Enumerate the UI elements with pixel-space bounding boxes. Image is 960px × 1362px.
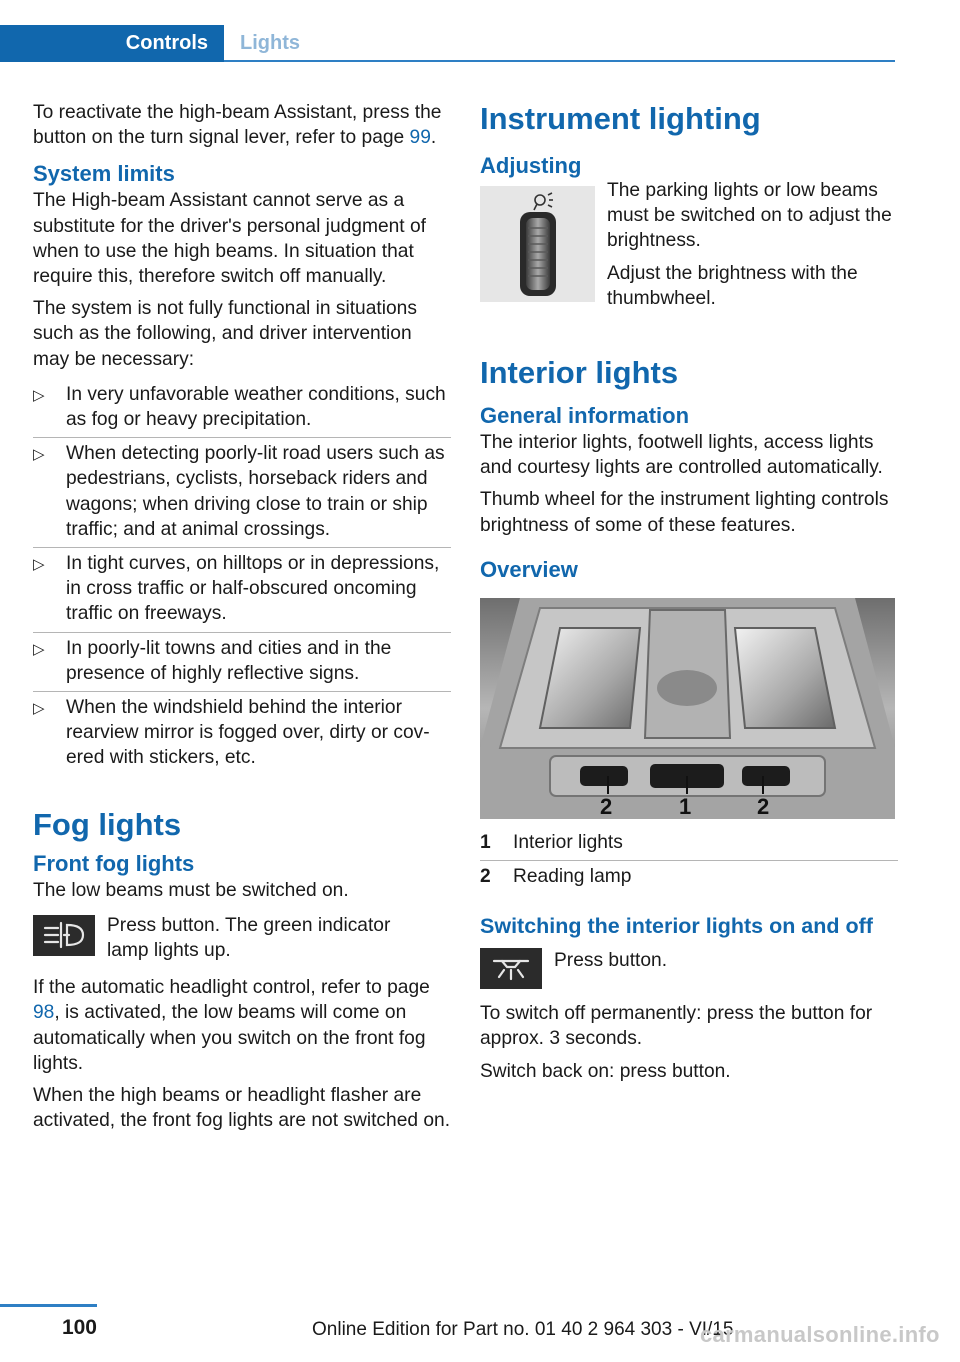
general-information-heading: General information — [480, 403, 690, 429]
fog-lights-p1: The low beams must be switched on. — [33, 879, 349, 901]
legend-number: 1 — [480, 831, 491, 853]
list-item — [33, 633, 451, 692]
header-tabbar — [0, 25, 895, 62]
image-label-2-right: 2 — [757, 793, 770, 819]
thumbwheel-image — [480, 186, 595, 302]
legend-label: Reading lamp — [513, 866, 632, 888]
instrument-p1: The parking lights or low beams must be switched on to adjust the brightness. — [607, 180, 892, 252]
overview-legend — [480, 827, 898, 894]
image-label-2-left: 2 — [600, 793, 613, 819]
list-item-text: When the windshield behind the interior rearview mirror is fogged over, dirty or covered with stickers, etc. — [66, 697, 430, 769]
fog-lights-p3: When the high beams or headlight flasher are activated, the front fog lights are not switched on. — [33, 1085, 451, 1132]
switching-icon-row — [480, 948, 898, 989]
intro-text-end: . — [430, 127, 437, 149]
fog-lights-p2 — [33, 975, 451, 1076]
list-item-text: When detecting poorly-lit road users such as pedestrians, cyclists, horseback riders and wagons; when driving close to train or ship traffic; and at animal crossings. — [66, 443, 445, 540]
triangle-bullet-icon: ▷ — [33, 700, 45, 718]
fog-icon-text: Press button. The green indicator lamp lights up. — [107, 914, 391, 962]
instrument-lighting-heading: Instrument lighting — [480, 101, 761, 136]
tab-controls[interactable]: Controls — [0, 25, 224, 62]
thumbwheel-text — [607, 178, 898, 318]
triangle-bullet-icon: ▷ — [33, 446, 45, 464]
fog-icon-row — [33, 913, 451, 963]
triangle-bullet-icon: ▷ — [33, 556, 45, 574]
page-number: 100 — [61, 1316, 97, 1339]
legend-number: 2 — [480, 866, 491, 888]
page-link-98[interactable]: 98 — [33, 1002, 55, 1024]
list-item — [33, 692, 451, 776]
intro-paragraph — [33, 100, 451, 150]
interior-p2: Thumb wheel for the instrument lighting controls brightness of some of these features. — [480, 489, 889, 536]
legend-label: Interior lights — [513, 831, 623, 853]
tab-lights[interactable]: Lights — [240, 32, 300, 54]
list-item — [33, 438, 451, 548]
legend-row — [480, 861, 898, 894]
triangle-bullet-icon: ▷ — [33, 640, 45, 658]
interior-light-icon — [480, 948, 542, 989]
switching-icon-text: Press button. — [554, 950, 668, 972]
interior-p3: To switch off permanently: press the button for approx. 3 seconds. — [480, 1003, 873, 1050]
thumbwheel-row — [480, 178, 898, 318]
instrument-p2: Adjust the brightness with the thumbwheel. — [607, 262, 858, 309]
list-item-text: In very unfavorable weather conditions, such as fog or heavy precipitation. — [66, 383, 446, 431]
list-item — [33, 379, 451, 438]
front-fog-lights-heading: Front fog lights — [33, 850, 195, 876]
interior-p1: The interior lights, footwell lights, access lights and courtesy lights are controlled automatically. — [480, 432, 883, 479]
watermark: carmanualsonline.info — [700, 1322, 940, 1347]
system-limits-p2: The system is not fully functional in situations such as the following, and driver intervention may be necessary: — [33, 298, 417, 370]
interior-lights-heading: Interior lights — [480, 355, 679, 391]
left-column — [33, 100, 451, 1141]
image-label-1: 1 — [679, 793, 692, 819]
switching-heading: Switching the interior lights on and off — [480, 914, 873, 939]
list-item-text: In tight curves, on hilltops or in depressions, in cross traffic or half-obscured oncoming traffic on freeways. — [66, 553, 440, 625]
overview-heading: Overview — [480, 556, 578, 582]
list-item — [33, 548, 451, 633]
overview-image — [480, 598, 895, 819]
fog-p2-text-end: , is activated, the low beams will come on automatically when you switch on the front fog lights. — [33, 1002, 426, 1074]
triangle-bullet-icon: ▷ — [33, 386, 45, 404]
fog-p2-text: If the automatic headlight control, refer to page — [33, 977, 430, 999]
legend-row — [480, 827, 898, 861]
edition-text: Online Edition for Part no. 01 40 2 964 303 - VI/15 — [312, 1319, 734, 1340]
system-limits-heading: System limits — [33, 161, 175, 187]
list-item-text: In poorly-lit towns and cities and in the presence of highly reflective signs. — [66, 637, 392, 684]
interior-p4: Switch back on: press button. — [480, 1060, 731, 1082]
fog-light-icon — [33, 915, 95, 956]
footer-rule — [0, 1304, 97, 1307]
system-limits-list — [33, 379, 451, 776]
fog-lights-heading: Fog lights — [33, 806, 182, 842]
intro-text: To reactivate the high-beam Assistant, press the button on the turn signal lever, refer to page — [33, 102, 442, 149]
system-limits-p1: The High-beam Assistant cannot serve as a substitute for the driver's personal judgment of when to use the high beams. In situation that require this, therefore switch off manually. — [33, 190, 426, 288]
page-link-99[interactable]: 99 — [409, 127, 431, 149]
adjusting-heading: Adjusting — [480, 153, 582, 178]
right-column — [480, 100, 898, 1091]
